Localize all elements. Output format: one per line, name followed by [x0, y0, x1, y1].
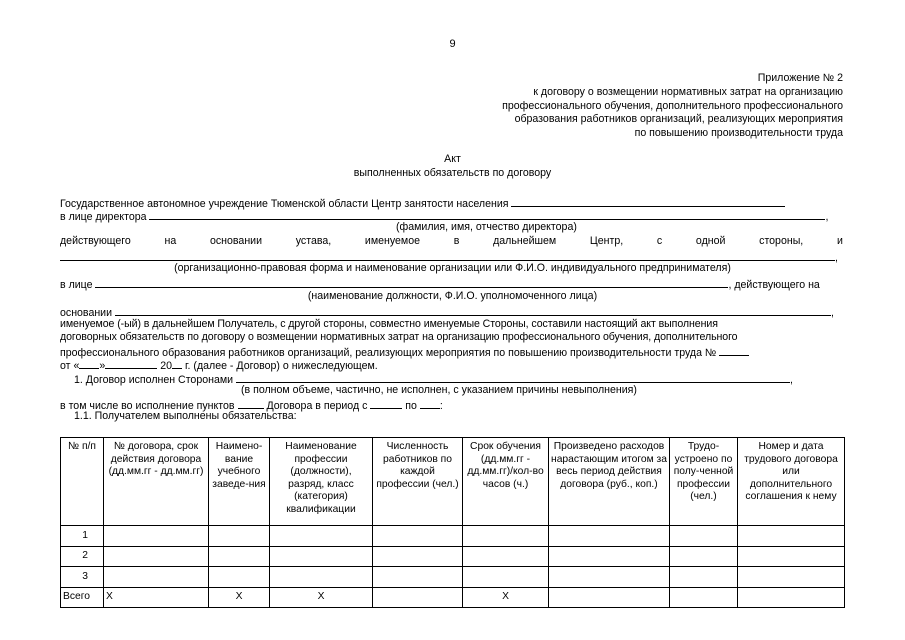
- appendix-block: [502, 72, 843, 141]
- table-cell[interactable]: [104, 567, 209, 588]
- incl-to: по: [405, 400, 417, 412]
- table-cell[interactable]: [270, 567, 373, 588]
- column-header: № договора, срок действия договора (дд.мм.гг - дд.мм.гг): [104, 438, 209, 526]
- table-row: [61, 526, 845, 547]
- table-header-row: [61, 438, 845, 526]
- column-header: Наименование профессии (должности), разряд, класс (категория) квалификации: [270, 438, 373, 526]
- act-title: Акт: [444, 153, 461, 165]
- table-cell[interactable]: [373, 567, 463, 588]
- table-cell[interactable]: [209, 546, 270, 567]
- org-blank[interactable]: [511, 195, 785, 207]
- table-cell[interactable]: [463, 526, 549, 547]
- appendix-line: к договору о возмещении нормативных затрат на организацию: [533, 85, 843, 98]
- incl-mid: Договора в период с: [266, 400, 368, 412]
- word: действующего: [60, 235, 131, 247]
- comma: ,: [825, 211, 829, 223]
- column-header: № п/п: [61, 438, 104, 526]
- item1-blank[interactable]: [236, 371, 790, 383]
- table-row: [61, 546, 845, 567]
- table-row: [61, 567, 845, 588]
- appendix-line: профессионального обучения, дополнительного профессионального: [502, 99, 843, 112]
- period-to-blank[interactable]: [420, 397, 440, 409]
- word: основании: [209, 235, 263, 247]
- year-blank[interactable]: [172, 357, 182, 369]
- act-subtitle: выполненных обязательств по договору: [353, 167, 552, 179]
- column-header: Произведено расходов нарастающим итогом за весь период действия договора (руб., коп.): [549, 438, 670, 526]
- period-from-blank[interactable]: [370, 397, 402, 409]
- table-cell[interactable]: [270, 526, 373, 547]
- table-cell[interactable]: [738, 567, 845, 588]
- table-cell[interactable]: [104, 546, 209, 567]
- word: дальнейшем: [493, 235, 557, 247]
- word: и: [836, 235, 843, 247]
- date-suffix: г. (далее - Договор) о нижеследующем.: [184, 360, 378, 372]
- table-cell[interactable]: [373, 587, 463, 608]
- column-header: Численность работников по каждой профессии (чел.): [373, 438, 463, 526]
- table-cell: Х: [270, 587, 373, 608]
- table-cell[interactable]: [670, 526, 738, 547]
- table-cell[interactable]: [104, 526, 209, 547]
- word: Центр,: [589, 235, 624, 247]
- comma: ,: [790, 374, 793, 386]
- director-label: в лице директора: [60, 211, 147, 223]
- table-cell[interactable]: [738, 546, 845, 567]
- appendix-line: образования работников организаций, реализующих мероприятия: [514, 113, 843, 126]
- in-person-label: в лице: [60, 279, 93, 291]
- table-cell: Х: [209, 587, 270, 608]
- basis-label: основании: [60, 307, 113, 319]
- date-close: »: [99, 360, 106, 372]
- table-cell[interactable]: [209, 567, 270, 588]
- org-name: Государственное автономное учреждение Тюменской области Центр занятости населения: [60, 198, 509, 210]
- contract-number-blank[interactable]: [719, 344, 749, 356]
- year-prefix: 20: [160, 360, 173, 372]
- basis-blank[interactable]: [115, 304, 831, 316]
- table-cell[interactable]: [373, 526, 463, 547]
- acting-line: [60, 235, 843, 248]
- position-hint: (наименование должности, Ф.И.О. уполномоченного лица): [307, 290, 598, 302]
- director-blank[interactable]: [149, 208, 825, 220]
- points-blank[interactable]: [238, 397, 264, 409]
- table-total-row: [61, 587, 845, 608]
- table-cell: Х: [104, 587, 209, 608]
- total-label: Всего: [61, 587, 104, 608]
- table-cell[interactable]: [549, 546, 670, 567]
- table-cell: 2: [61, 546, 104, 567]
- table-cell[interactable]: [463, 546, 549, 567]
- paragraph-line: договорных обязательств по договору о возмещении нормативных затрат на организацию профессионального обучения, дополнительного: [60, 331, 738, 343]
- incl-text: в том числе во исполнение пунктов: [60, 400, 235, 412]
- table-cell[interactable]: [549, 567, 670, 588]
- org-form-hint: (организационно-правовая форма и наименование организации или Ф.И.О. индивидуального предпринимателя): [174, 262, 731, 274]
- appendix-line: по повышению производительности труда: [634, 127, 843, 140]
- table-cell[interactable]: [670, 546, 738, 567]
- table-cell: Х: [463, 587, 549, 608]
- in-person-blank[interactable]: [95, 276, 728, 288]
- fio-director-hint: (фамилия, имя, отчество директора): [396, 221, 577, 233]
- item1-hint: (в полном объеме, частично, не исполнен, с указанием причины невыполнения): [241, 384, 637, 396]
- word: одной: [695, 235, 726, 247]
- word: с: [656, 235, 663, 247]
- table-cell[interactable]: [373, 546, 463, 567]
- comma: ,: [835, 252, 838, 264]
- organization-blank[interactable]: [60, 249, 835, 261]
- table-cell: 3: [61, 567, 104, 588]
- day-blank[interactable]: [79, 357, 99, 369]
- table-cell[interactable]: [738, 587, 845, 608]
- appendix-title: Приложение № 2: [757, 72, 843, 84]
- table-cell: 1: [61, 526, 104, 547]
- acting-on: , действующего на: [728, 279, 820, 291]
- table-cell[interactable]: [670, 587, 738, 608]
- item1-text: 1. Договор исполнен Сторонами: [74, 374, 234, 386]
- table-cell[interactable]: [670, 567, 738, 588]
- word: в: [453, 235, 460, 247]
- word: стороны,: [759, 235, 804, 247]
- column-header: Наимено-вание учебного заведе-ния: [209, 438, 270, 526]
- column-header: Номер и дата трудового договора или дополнительного соглашения к нему: [738, 438, 845, 526]
- table-cell[interactable]: [463, 567, 549, 588]
- table-cell[interactable]: [549, 526, 670, 547]
- word: устава,: [295, 235, 332, 247]
- item11: 1.1. Получателем выполнены обязательства:: [74, 410, 297, 422]
- date-open: от «: [60, 360, 80, 372]
- table-cell[interactable]: [270, 546, 373, 567]
- paragraph-line: именуемое (-ый) в дальнейшем Получатель, с другой стороны, совместно именуемые Стороны, составили настоящий акт выполнения: [60, 318, 718, 330]
- column-header: Срок обучения (дд.мм.гг - дд.мм.гг)/кол-во часов (ч.): [463, 438, 549, 526]
- page-number: 9: [449, 38, 456, 50]
- table-cell[interactable]: [738, 526, 845, 547]
- word: именуемое: [364, 235, 420, 247]
- incl-end: :: [439, 400, 443, 412]
- word: на: [164, 235, 177, 247]
- comma: ,: [830, 307, 834, 319]
- obligations-table: [60, 437, 845, 608]
- month-blank[interactable]: [105, 357, 157, 369]
- table-cell[interactable]: [549, 587, 670, 608]
- paragraph-text: профессионального образования работников организаций, реализующих мероприятия по повышению производительности труда №: [60, 347, 717, 359]
- column-header: Трудо-устроено по полу-ченной профессии (чел.): [670, 438, 738, 526]
- table-cell[interactable]: [209, 526, 270, 547]
